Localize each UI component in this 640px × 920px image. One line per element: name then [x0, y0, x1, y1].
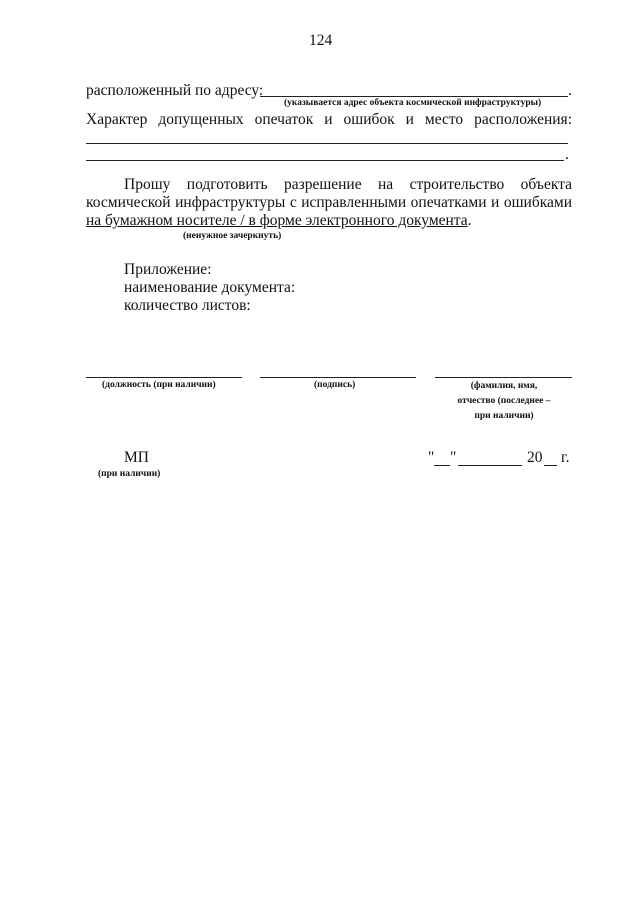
- errata-label: Характер допущенных опечаток и ошибок и место расположения:: [86, 111, 572, 128]
- errata-fill-line-2[interactable]: [86, 160, 564, 161]
- stamp-hint: (при наличии): [98, 469, 161, 479]
- date-year-prefix: 20: [527, 449, 543, 466]
- signature-fill-line[interactable]: [260, 377, 416, 378]
- request-end-dot: .: [467, 212, 472, 229]
- attachment-doc-name: наименование документа:: [124, 279, 296, 296]
- date-quote-close: ": [450, 449, 457, 466]
- date-day-fill-line[interactable]: [434, 465, 450, 466]
- fullname-hint-line-3: при наличии): [474, 411, 534, 421]
- request-line-1: Прошу подготовить разрешение на строительство объекта: [124, 176, 572, 193]
- fullname-hint-line-1: (фамилия, имя,: [470, 381, 538, 391]
- date-quote-open: ": [428, 449, 435, 466]
- errata-end-dot: .: [565, 146, 569, 163]
- fullname-hint-line-2: отчество (последнее –: [457, 396, 551, 406]
- attachment-title: Приложение:: [124, 261, 212, 278]
- address-hint: (указывается адрес объекта космической инфраструктуры): [284, 98, 542, 108]
- position-fill-line[interactable]: [86, 377, 242, 378]
- delivery-format-options: на бумажном носителе / в форме электронного документа: [86, 212, 468, 229]
- request-line-3: [86, 212, 472, 230]
- page-number: 124: [309, 32, 333, 49]
- fullname-hint: [430, 379, 578, 424]
- date-year-fill-line[interactable]: [544, 465, 557, 466]
- date-year-suffix: г.: [561, 449, 570, 466]
- signature-hint: (подпись): [314, 380, 356, 390]
- request-hint: (ненужное зачеркнуть): [183, 231, 282, 241]
- fullname-fill-line[interactable]: [435, 377, 572, 378]
- errata-fill-line-1[interactable]: [86, 143, 568, 144]
- date-month-fill-line[interactable]: [458, 465, 522, 466]
- stamp-label: МП: [124, 449, 149, 466]
- position-hint: (должность (при наличии): [102, 380, 216, 390]
- address-label: расположенный по адресу:: [86, 82, 264, 99]
- attachment-sheets: количество листов:: [124, 297, 251, 314]
- address-fill-line[interactable]: [260, 96, 568, 97]
- request-line-2: космической инфраструктуры с исправленными опечатками и ошибками: [86, 194, 572, 211]
- address-end-dot: .: [568, 82, 572, 99]
